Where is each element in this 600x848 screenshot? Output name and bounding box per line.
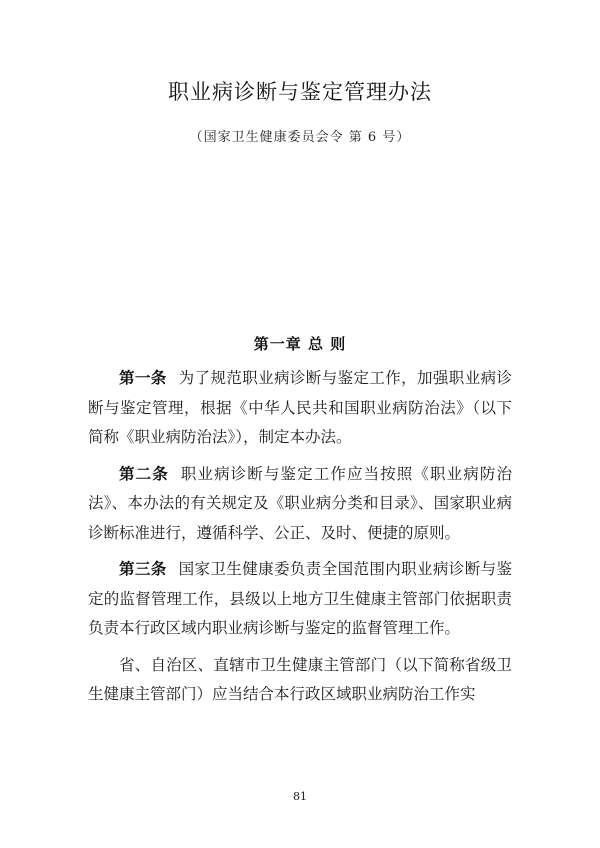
document-subtitle: （国家卫生健康委员会令 第 6 号）	[189, 130, 411, 145]
article-3-paragraph-2	[88, 651, 512, 710]
article-2	[88, 460, 512, 549]
article-2-label: 第二条	[119, 464, 169, 483]
article-3	[88, 555, 512, 644]
article-2-text: 职业病诊断与鉴定工作应当按照《职业病防治法》、本办法的有关规定及《职业病分类和目录》、国家职业病诊断标准进行，遵循科学、公正、及时、便捷的原则。	[88, 464, 512, 542]
document-body	[88, 364, 512, 717]
article-3-paragraph-2-text: 省、自治区、直辖市卫生健康主管部门（以下简称省级卫生健康主管部门）应当结合本行政区域职业病防治工作实	[88, 655, 512, 703]
article-3-label: 第三条	[119, 560, 167, 578]
article-1-label: 第一条	[119, 369, 167, 387]
document-title: 职业病诊断与鉴定管理办法	[168, 80, 432, 104]
article-1	[88, 364, 512, 453]
page-number: 81	[293, 790, 307, 803]
article-3-text: 国家卫生健康委负责全国范围内职业病诊断与鉴定的监督管理工作，县级以上地方卫生健康主管部门依据职责负责本行政区域内职业病诊断与鉴定的监督管理工作。	[88, 560, 512, 637]
article-1-text: 为了规范职业病诊断与鉴定工作，加强职业病诊断与鉴定管理，根据《中华人民共和国职业病防治法》（以下简称《职业病防治法》），制定本办法。	[88, 369, 512, 446]
chapter-heading: 第一章 总 则	[253, 335, 347, 353]
